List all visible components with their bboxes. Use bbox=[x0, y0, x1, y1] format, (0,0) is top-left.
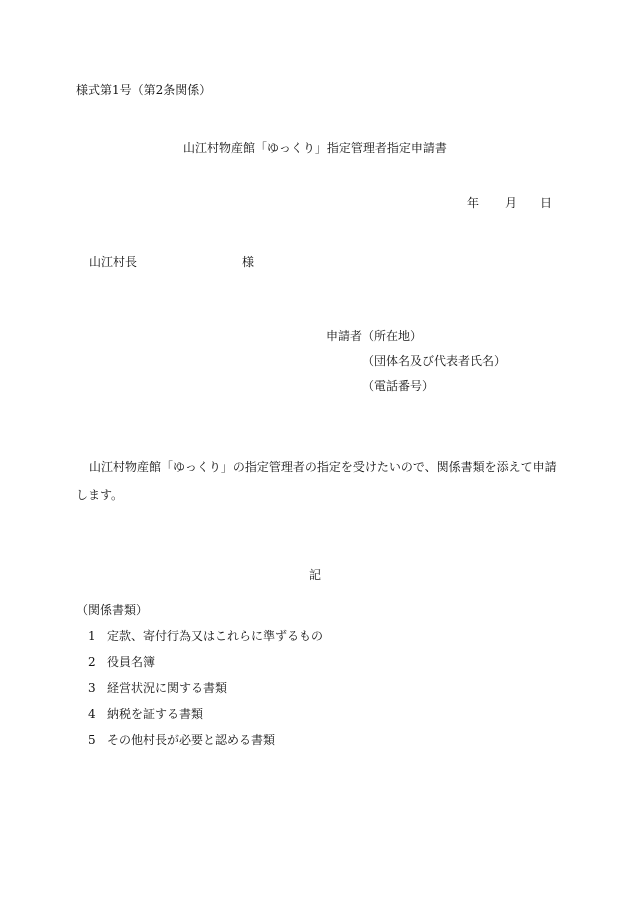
item-text: 納税を証する書類 bbox=[107, 707, 204, 721]
item-text: 役員名簿 bbox=[107, 655, 156, 669]
related-documents-list bbox=[88, 630, 323, 760]
item-number: 1 bbox=[88, 629, 96, 643]
list-item bbox=[88, 656, 323, 682]
date-month-label: 月 bbox=[505, 196, 518, 210]
list-item bbox=[88, 630, 323, 656]
list-item bbox=[88, 708, 323, 734]
item-number: 4 bbox=[88, 707, 96, 721]
applicant-org-label: （団体名及び代表者氏名） bbox=[362, 354, 507, 368]
ki-heading: 記 bbox=[308, 568, 321, 582]
applicant-phone-label: （電話番号） bbox=[362, 379, 435, 393]
list-item bbox=[88, 682, 323, 708]
item-text: 経営状況に関する書類 bbox=[107, 681, 228, 695]
item-number: 3 bbox=[88, 681, 96, 695]
applicant-address-label: 申請者（所在地） bbox=[326, 329, 423, 343]
item-number: 2 bbox=[88, 655, 96, 669]
document-title: 山江村物産館「ゆっくり」指定管理者指定申請書 bbox=[183, 141, 447, 155]
honorific: 様 bbox=[242, 255, 255, 269]
form-number: 様式第1号（第2条関係） bbox=[76, 83, 212, 97]
date-day-label: 日 bbox=[540, 196, 553, 210]
body-text-line-2: します。 bbox=[76, 488, 124, 502]
item-text: 定款、寄付行為又はこれらに準ずるもの bbox=[107, 629, 324, 643]
item-number: 5 bbox=[88, 733, 96, 747]
body-text-line-1: 山江村物産館「ゆっくり」の指定管理者の指定を受けたいので、関係書類を添えて申請 bbox=[89, 460, 557, 474]
addressee: 山江村長 bbox=[89, 255, 138, 269]
related-documents-heading: （関係書類） bbox=[76, 603, 149, 617]
date-year-label: 年 bbox=[467, 196, 480, 210]
item-text: その他村長が必要と認める書類 bbox=[107, 733, 276, 747]
list-item bbox=[88, 734, 323, 760]
